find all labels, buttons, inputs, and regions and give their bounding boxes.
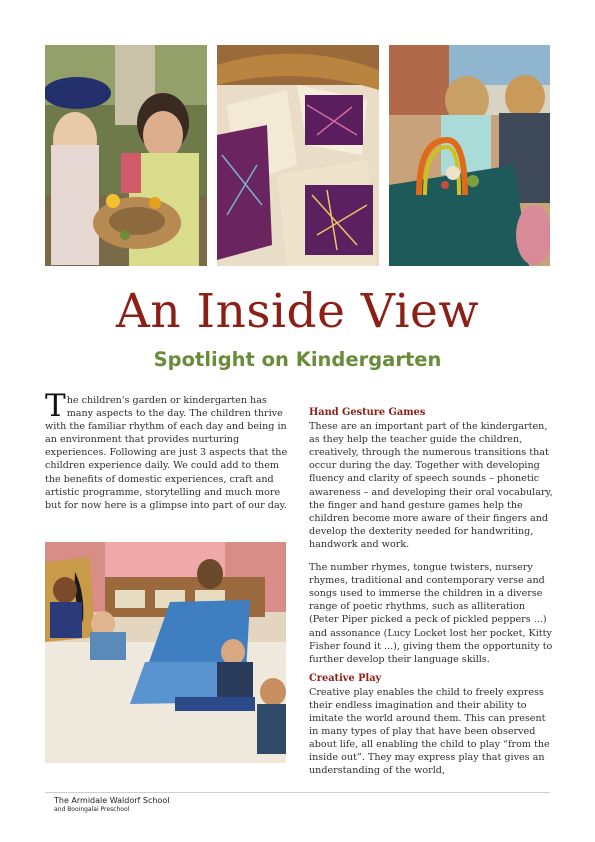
intro-text: he children's garden or kindergarten has many aspects to the day. The children thrive with the familiar rhythm of each day and being in an environment that provides nurturing experiences. Following are just 3 aspects that the children experience daily. We could add to them the benefits of domestic experiences, craft and artistic programme, storytelling and much more but for now here is a glimpse into part of our day. bbox=[45, 395, 288, 511]
intro-column bbox=[45, 388, 288, 512]
footer-school-name: The Armidale Waldorf School bbox=[54, 796, 170, 805]
footer-divider bbox=[45, 792, 550, 793]
page-title: An Inside View bbox=[115, 284, 480, 339]
intro-paragraph bbox=[45, 388, 288, 512]
photo-kindergarten-circle-time bbox=[45, 542, 286, 763]
section-paragraph: These are an important part of the kindergarten, as they help the teacher guide the children, creatively, through the numerous transitions that occur during the day. Together with developing fluency and clarity of speech sounds – phonetic awareness – and developing their oral vocabulary, the finger and hand gesture games help the children become more aware of their fingers and develop the dexterity needed for handwriting, handwork and work. bbox=[309, 421, 553, 550]
section-paragraph: The number rhymes, tongue twisters, nursery rhymes, traditional and contemporary verse and songs used to immerse the children in a diverse range of poetic rhythms, such as alliteration (Peter Piper picked a peck of pickled peppers ...) and assonance (Lucy Locket lost her pocket, Kitty Fisher found it ...), giving them the opportunity to further develop their language skills. bbox=[309, 562, 553, 665]
footer-preschool-name: and Booingalai Preschool bbox=[54, 806, 130, 813]
section-heading: Hand Gesture Games bbox=[309, 407, 426, 418]
photo-children-play-table bbox=[389, 45, 550, 266]
article-right-column bbox=[309, 406, 553, 778]
photo-children-garden-basket bbox=[45, 45, 207, 266]
page-subtitle: Spotlight on Kindergarten bbox=[153, 348, 442, 371]
drop-cap: T bbox=[45, 388, 66, 424]
photo-embroidered-cloth-bags bbox=[217, 45, 379, 266]
section-heading: Creative Play bbox=[309, 672, 382, 684]
section-paragraph: Creative play enables the child to freely express their endless imagination and their ability to imitate the world around them. This can present in many types of play that have been observed about life, all enabling the child to play “from the inside out”. They may express play that gives an understanding of the world, bbox=[309, 686, 550, 777]
